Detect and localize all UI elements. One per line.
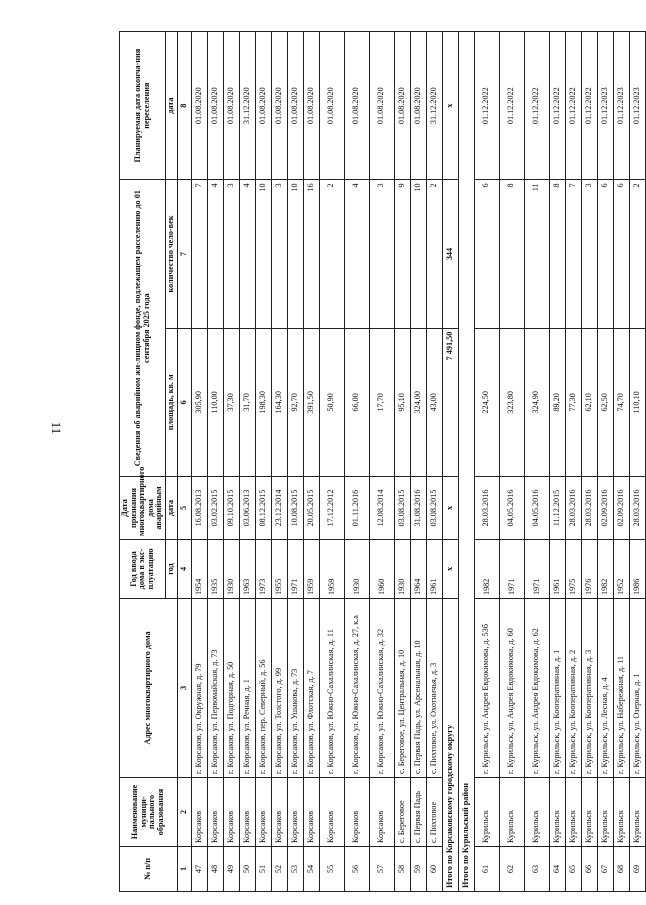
people-count-cell: 4 (239, 180, 255, 328)
people-count-cell: 2 (319, 180, 344, 328)
planned-date-cell: 01.08.2020 (303, 32, 319, 180)
total-date: x (442, 477, 458, 540)
municipality-cell: Курильск (613, 778, 629, 847)
recognition-date-cell: 17.12.2012 (319, 477, 344, 540)
municipality-cell: с. Береговое (394, 778, 410, 847)
year-built-cell: 1961 (549, 540, 565, 599)
header-date: дата (166, 477, 178, 540)
header-plan-group: Планируемая дата оконча-ния переселения (120, 32, 166, 180)
recognition-date-cell: 28.03.2016 (474, 477, 499, 540)
municipality-cell: Курильск (597, 778, 613, 847)
row-number-cell: 62 (499, 847, 524, 892)
address-cell: г. Корсаков, ул. Южно-Сахалинская, д. 32 (369, 599, 394, 778)
planned-date-cell: 01.08.2020 (394, 32, 410, 180)
area-cell: 224,50 (474, 328, 499, 476)
recognition-date-cell: 28.03.2016 (581, 477, 597, 540)
header-municipality: Наименование муници-пального образования (120, 778, 178, 847)
page-number: 11 (49, 421, 64, 435)
area-cell: 323,80 (499, 328, 524, 476)
people-count-cell: 3 (581, 180, 597, 328)
row-number-cell: 51 (255, 847, 271, 892)
municipality-cell: Корсаков (191, 778, 207, 847)
year-built-cell: 1982 (474, 540, 499, 599)
recognition-date-cell: 03.02.2015 (207, 477, 223, 540)
people-count-cell: 8 (499, 180, 524, 328)
column-number: 6 (177, 328, 191, 476)
people-count-cell: 3 (223, 180, 239, 328)
planned-date-cell: 31.12.2020 (426, 32, 442, 180)
municipality-cell: Корсаков (207, 778, 223, 847)
table-row (369, 32, 394, 892)
area-cell: 66,00 (344, 328, 369, 476)
row-number-cell: 60 (426, 847, 442, 892)
municipality-cell: Корсаков (303, 778, 319, 847)
row-number-cell: 54 (303, 847, 319, 892)
row-number-cell: 55 (319, 847, 344, 892)
area-cell: 164,30 (271, 328, 287, 476)
municipality-cell: Корсаков (223, 778, 239, 847)
address-cell: г. Корсаков, ул. Окружная, д. 79 (191, 599, 207, 778)
people-count-cell: 4 (344, 180, 369, 328)
address-cell: г. Корсаков, ул. Речная, д. 1 (239, 599, 255, 778)
planned-date-cell: 01.12.2023 (613, 32, 629, 180)
recognition-date-cell: 28.03.2016 (629, 477, 645, 540)
header-year: год (166, 540, 178, 599)
column-number: 1 (177, 847, 191, 892)
address-cell: г. Корсаков, ул. Подгорная, д. 50 (223, 599, 239, 778)
recognition-date-cell: 31.08.2016 (410, 477, 426, 540)
people-count-cell: 8 (549, 180, 565, 328)
column-number: 2 (177, 778, 191, 847)
row-number-cell: 59 (410, 847, 426, 892)
planned-date-cell: 01.08.2020 (223, 32, 239, 180)
recognition-date-cell: 12.08.2014 (369, 477, 394, 540)
planned-date-cell: 01.08.2020 (207, 32, 223, 180)
year-built-cell: 1964 (410, 540, 426, 599)
district-row (458, 32, 474, 892)
year-built-cell: 1986 (629, 540, 645, 599)
table-row (344, 32, 369, 892)
recognition-date-cell: 28.03.2016 (565, 477, 581, 540)
planned-date-cell: 01.08.2020 (287, 32, 303, 180)
planned-date-cell: 01.08.2020 (319, 32, 344, 180)
table-row (613, 32, 629, 892)
people-count-cell: 4 (207, 180, 223, 328)
year-built-cell: 1935 (207, 540, 223, 599)
area-cell: 37,30 (223, 328, 239, 476)
recognition-date-cell: 03.06.2013 (239, 477, 255, 540)
row-number-cell: 64 (549, 847, 565, 892)
recognition-date-cell: 20.05.2015 (303, 477, 319, 540)
planned-date-cell: 01.12.2023 (629, 32, 645, 180)
recognition-date-cell: 01.11.2016 (344, 477, 369, 540)
header-address: Адрес многоквартирного дома (120, 599, 178, 778)
people-count-cell: 10 (255, 180, 271, 328)
column-number: 8 (177, 32, 191, 180)
table-row (410, 32, 426, 892)
header-info-group: Сведения об аварийном жи-лищном фонде, подлежащем расселению до 01 сентября 2025 года (120, 180, 166, 477)
table-row (629, 32, 645, 892)
address-cell: г. Курильск, ул. Кооперативная, д. 2 (565, 599, 581, 778)
recognition-date-cell: 02.09.2016 (597, 477, 613, 540)
address-cell: г. Курильск, ул. Набережная, д. 11 (613, 599, 629, 778)
municipality-cell: Корсаков (271, 778, 287, 847)
people-count-cell: 10 (410, 180, 426, 328)
planned-date-cell: 01.08.2020 (191, 32, 207, 180)
row-number-cell: 65 (565, 847, 581, 892)
municipality-cell: Корсаков (255, 778, 271, 847)
table-body (177, 32, 645, 892)
address-cell: с. Пихтовое, ул. Охотничья, д. 3 (426, 599, 442, 778)
total-people: 344 (442, 180, 458, 328)
area-cell: 62,50 (597, 328, 613, 476)
row-number-cell: 69 (629, 847, 645, 892)
column-number-row (177, 32, 191, 892)
year-built-cell: 1982 (597, 540, 613, 599)
address-cell: г. Курильск, ул. Лесная, д. 4 (597, 599, 613, 778)
address-cell: г. Корсаков, пер. Северный, д. 56 (255, 599, 271, 778)
address-cell: г. Курильск, ул. Кооперативная, д. 3 (581, 599, 597, 778)
year-built-cell: 1971 (287, 540, 303, 599)
recognition-date-cell: 03.08.2015 (394, 477, 410, 540)
column-number: 3 (177, 599, 191, 778)
recognition-date-cell: 09.10.2015 (223, 477, 239, 540)
year-built-cell: 1973 (255, 540, 271, 599)
header-num: № п/п (120, 847, 178, 892)
header-people: количество чело-век (166, 180, 178, 328)
people-count-cell: 2 (629, 180, 645, 328)
year-built-cell: 1930 (223, 540, 239, 599)
year-built-cell: 1963 (239, 540, 255, 599)
municipality-cell: Корсаков (287, 778, 303, 847)
header-plan-date: дата (166, 32, 178, 180)
planned-date-cell: 01.08.2020 (369, 32, 394, 180)
total-area: 7 491,50 (442, 328, 458, 476)
year-built-cell: 1930 (394, 540, 410, 599)
column-number: 4 (177, 540, 191, 599)
year-built-cell: 1930 (344, 540, 369, 599)
area-cell: 31,70 (239, 328, 255, 476)
table-row (565, 32, 581, 892)
address-cell: г. Курильск, ул. Кооперативная, д. 1 (549, 599, 565, 778)
year-built-cell: 1961 (426, 540, 442, 599)
table-row (287, 32, 303, 892)
people-count-cell: 9 (394, 180, 410, 328)
area-cell: 110,00 (207, 328, 223, 476)
area-cell: 62,10 (581, 328, 597, 476)
row-number-cell: 61 (474, 847, 499, 892)
resettlement-table-container (119, 31, 642, 892)
planned-date-cell: 01.12.2022 (499, 32, 524, 180)
recognition-date-cell: 16.08.2013 (191, 477, 207, 540)
people-count-cell: 3 (369, 180, 394, 328)
header-recognition-group: Дата признания многоквартирного дома аварийным (120, 477, 166, 540)
people-count-cell: 11 (524, 180, 549, 328)
address-cell: г. Корсаков, ул. Толстого, д. 99 (271, 599, 287, 778)
table-row (223, 32, 239, 892)
row-number-cell: 53 (287, 847, 303, 892)
table-row (394, 32, 410, 892)
table-row (549, 32, 565, 892)
recognition-date-cell: 04.05.2016 (524, 477, 549, 540)
year-built-cell: 1975 (565, 540, 581, 599)
address-cell: г. Курильск, ул. Андрея Евдокимова, д. 62 (524, 599, 549, 778)
table-row (597, 32, 613, 892)
people-count-cell: 2 (426, 180, 442, 328)
planned-date-cell: 01.08.2020 (410, 32, 426, 180)
row-number-cell: 63 (524, 847, 549, 892)
table-row (474, 32, 499, 892)
table-row (303, 32, 319, 892)
total-row (442, 32, 458, 892)
table-row (524, 32, 549, 892)
address-cell: с. Береговое, ул. Центральная, д. 10 (394, 599, 410, 778)
people-count-cell: 6 (613, 180, 629, 328)
year-built-cell: 1959 (303, 540, 319, 599)
planned-date-cell: 01.12.2022 (474, 32, 499, 180)
total-year: x (442, 540, 458, 599)
municipality-cell: Курильск (474, 778, 499, 847)
address-cell: с. Первая Падь, ул. Арсенальная, д. 10 (410, 599, 426, 778)
recognition-date-cell: 11.12.2015 (549, 477, 565, 540)
planned-date-cell: 01.08.2020 (255, 32, 271, 180)
municipality-cell: Корсаков (319, 778, 344, 847)
recognition-date-cell: 23.12.2014 (271, 477, 287, 540)
area-cell: 305,90 (191, 328, 207, 476)
municipality-cell: Корсаков (369, 778, 394, 847)
municipality-cell: с. Первая Падь (410, 778, 426, 847)
row-number-cell: 68 (613, 847, 629, 892)
area-cell: 391,50 (303, 328, 319, 476)
row-number-cell: 66 (581, 847, 597, 892)
area-cell: 110,10 (629, 328, 645, 476)
area-cell: 17,70 (369, 328, 394, 476)
year-built-cell: 1971 (499, 540, 524, 599)
table-row (426, 32, 442, 892)
year-built-cell: 1959 (319, 540, 344, 599)
municipality-cell: Курильск (629, 778, 645, 847)
table-row (319, 32, 344, 892)
planned-date-cell: 01.12.2022 (524, 32, 549, 180)
total-label: Итого по Корсаковскому городскому округу (442, 599, 458, 892)
municipality-cell: Курильск (499, 778, 524, 847)
municipality-cell: с. Пихтовое (426, 778, 442, 847)
address-cell: г. Курильск, ул. Андрея Евдокимова, д. 60 (499, 599, 524, 778)
row-number-cell: 52 (271, 847, 287, 892)
municipality-cell: Курильск (524, 778, 549, 847)
year-built-cell: 1952 (613, 540, 629, 599)
people-count-cell: 10 (287, 180, 303, 328)
planned-date-cell: 01.12.2022 (581, 32, 597, 180)
recognition-date-cell: 08.12.2015 (255, 477, 271, 540)
district-label: Итого по Курильский район (458, 32, 474, 892)
table-row (207, 32, 223, 892)
recognition-date-cell: 10.08.2015 (287, 477, 303, 540)
planned-date-cell: 31.12.2020 (239, 32, 255, 180)
people-count-cell: 6 (597, 180, 613, 328)
people-count-cell: 6 (474, 180, 499, 328)
planned-date-cell: 01.12.2022 (549, 32, 565, 180)
recognition-date-cell: 03.08.2015 (426, 477, 442, 540)
year-built-cell: 1960 (369, 540, 394, 599)
header-year-group: Год ввода дома в экс-плуатацию (120, 540, 166, 599)
address-cell: г. Корсаков, ул. Флотская, д. 7 (303, 599, 319, 778)
year-built-cell: 1976 (581, 540, 597, 599)
planned-date-cell: 01.08.2020 (271, 32, 287, 180)
area-cell: 324,00 (410, 328, 426, 476)
address-cell: г. Курильск, ул. Андрея Евдокимова, д. 53б (474, 599, 499, 778)
area-cell: 92,70 (287, 328, 303, 476)
address-cell: г. Корсаков, ул. Ушакова, д. 73 (287, 599, 303, 778)
year-built-cell: 1971 (524, 540, 549, 599)
table-row (239, 32, 255, 892)
address-cell: г. Корсаков, ул. Южно-Сахалинская, д. 11 (319, 599, 344, 778)
area-cell: 74,70 (613, 328, 629, 476)
municipality-cell: Курильск (581, 778, 597, 847)
area-cell: 95,10 (394, 328, 410, 476)
table-row (271, 32, 287, 892)
resettlement-table (119, 31, 646, 892)
planned-date-cell: 01.12.2023 (597, 32, 613, 180)
area-cell: 198,30 (255, 328, 271, 476)
municipality-cell: Курильск (565, 778, 581, 847)
table-row (255, 32, 271, 892)
address-cell: г. Корсаков, ул. Первомайская, д. 73 (207, 599, 223, 778)
area-cell: 324,90 (524, 328, 549, 476)
table-row (499, 32, 524, 892)
table-row (191, 32, 207, 892)
recognition-date-cell: 02.09.2016 (613, 477, 629, 540)
people-count-cell: 16 (303, 180, 319, 328)
people-count-cell: 7 (565, 180, 581, 328)
municipality-cell: Корсаков (239, 778, 255, 847)
row-number-cell: 67 (597, 847, 613, 892)
people-count-cell: 7 (191, 180, 207, 328)
people-count-cell: 3 (271, 180, 287, 328)
planned-date-cell: 01.08.2020 (344, 32, 369, 180)
year-built-cell: 1955 (271, 540, 287, 599)
address-cell: г. Корсаков, ул. Южно-Сахалинская, д. 27, к.а (344, 599, 369, 778)
area-cell: 77,30 (565, 328, 581, 476)
planned-date-cell: 01.12.2022 (565, 32, 581, 180)
municipality-cell: Курильск (549, 778, 565, 847)
area-cell: 89,20 (549, 328, 565, 476)
column-number: 7 (177, 180, 191, 328)
municipality-cell: Корсаков (344, 778, 369, 847)
area-cell: 43,00 (426, 328, 442, 476)
column-number: 5 (177, 477, 191, 540)
table-row (581, 32, 597, 892)
total-plan: x (442, 32, 458, 180)
row-number-cell: 58 (394, 847, 410, 892)
year-built-cell: 1954 (191, 540, 207, 599)
recognition-date-cell: 04.05.2016 (499, 477, 524, 540)
row-number-cell: 48 (207, 847, 223, 892)
address-cell: г. Курильск, ул. Озерная, д. 1 (629, 599, 645, 778)
row-number-cell: 50 (239, 847, 255, 892)
area-cell: 50,90 (319, 328, 344, 476)
header-area: площадь, кв. м (166, 328, 178, 476)
row-number-cell: 56 (344, 847, 369, 892)
row-number-cell: 57 (369, 847, 394, 892)
row-number-cell: 49 (223, 847, 239, 892)
row-number-cell: 47 (191, 847, 207, 892)
